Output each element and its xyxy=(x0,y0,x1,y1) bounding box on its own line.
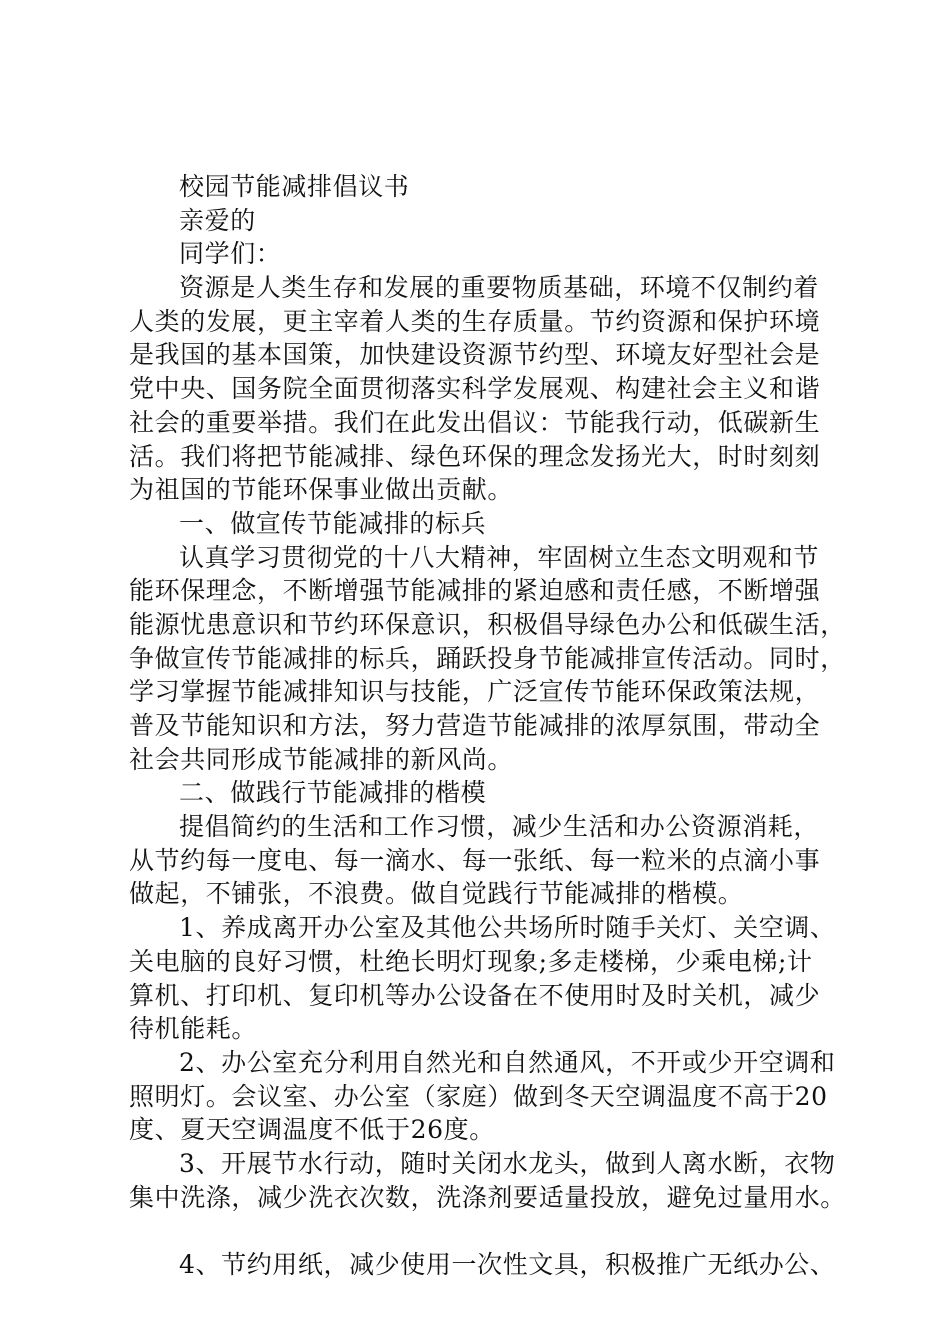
salutation-line-2: 同学们： xyxy=(179,239,282,269)
body-line: 做起，不铺张，不浪费。做自觉践行节能减排的楷模。 xyxy=(129,879,744,909)
body-line: 一、做宣传节能减排的标兵 xyxy=(179,508,487,538)
body-line: 人类的发展，更主宰着人类的生存质量。节约资源和保护环境 xyxy=(129,306,821,336)
body-line: 党中央、国务院全面贯彻落实科学发展观、构建社会主义和谐 xyxy=(129,374,821,404)
body-line: 照明灯。会议室、办公室（家庭）做到冬天空调温度不高于20 xyxy=(129,1081,828,1111)
body-line: 为祖国的节能环保事业做出贡献。 xyxy=(129,475,514,505)
document-body xyxy=(129,170,846,1282)
body-line: 普及节能知识和方法，努力营造节能减排的浓厚氛围，带动全 xyxy=(129,711,821,740)
body-line: 4、节约用纸，减少使用一次性文具，积极推广无纸办公、 xyxy=(179,1250,836,1280)
body-line: 从节约每一度电、每一滴水、每一张纸、每一粒米的点滴小事 xyxy=(129,845,821,875)
body-line: 待机能耗。 xyxy=(129,1014,258,1044)
body-line: 能环保理念，不断增强节能减排的紧迫感和责任感，不断增强 xyxy=(129,576,821,606)
body-line: 算机、打印机、复印机等办公设备在不使用时及时关机，减少 xyxy=(129,980,821,1010)
body-line: 2、办公室充分利用自然光和自然通风，不开或少开空调和 xyxy=(179,1047,836,1077)
body-line: 提倡简约的生活和工作习惯，减少生活和办公资源消耗， xyxy=(179,812,820,842)
body-line: 社会共同形成节能减排的新风尚。 xyxy=(129,744,514,774)
body-line: 关电脑的良好习惯，杜绝长明灯现象;多走楼梯，少乘电梯;计 xyxy=(129,946,813,976)
body-line: 集中洗涤，减少洗衣次数，洗涤剂要适量投放，避免过量用水。 xyxy=(129,1182,846,1212)
body-line: 二、做践行节能减排的楷模 xyxy=(179,778,487,808)
document-title: 校园节能减排倡议书 xyxy=(179,172,410,201)
body-line: 是我国的基本国策，加快建设资源节约型、环境友好型社会是 xyxy=(129,340,821,370)
body-line: 度、夏天空调温度不低于26度。 xyxy=(129,1115,495,1145)
body-line: 3、开展节水行动，随时关闭水龙头，做到人离水断，衣物 xyxy=(179,1148,836,1178)
body-line: 活。我们将把节能减排、绿色环保的理念发扬光大，时时刻刻 xyxy=(129,441,821,471)
body-line: 认真学习贯彻党的十八大精神，牢固树立生态文明观和节 xyxy=(179,542,820,572)
body-line: 争做宣传节能减排的标兵，踊跃投身节能减排宣传活动。同时， xyxy=(129,643,846,673)
salutation-line-1: 亲爱的 xyxy=(179,205,256,235)
body-line: 资源是人类生存和发展的重要物质基础，环境不仅制约着 xyxy=(179,273,820,303)
body-line: 社会的重要举措。我们在此发出倡议：节能我行动，低碳新生 xyxy=(129,407,821,437)
body-line: 1、养成离开办公室及其他公共场所时随手关灯、关空调、 xyxy=(179,913,836,943)
body-line: 能源忧患意识和节约环保意识，积极倡导绿色办公和低碳生活， xyxy=(129,609,846,639)
body-line: 学习掌握节能减排知识与技能，广泛宣传节能环保政策法规， xyxy=(129,677,821,707)
